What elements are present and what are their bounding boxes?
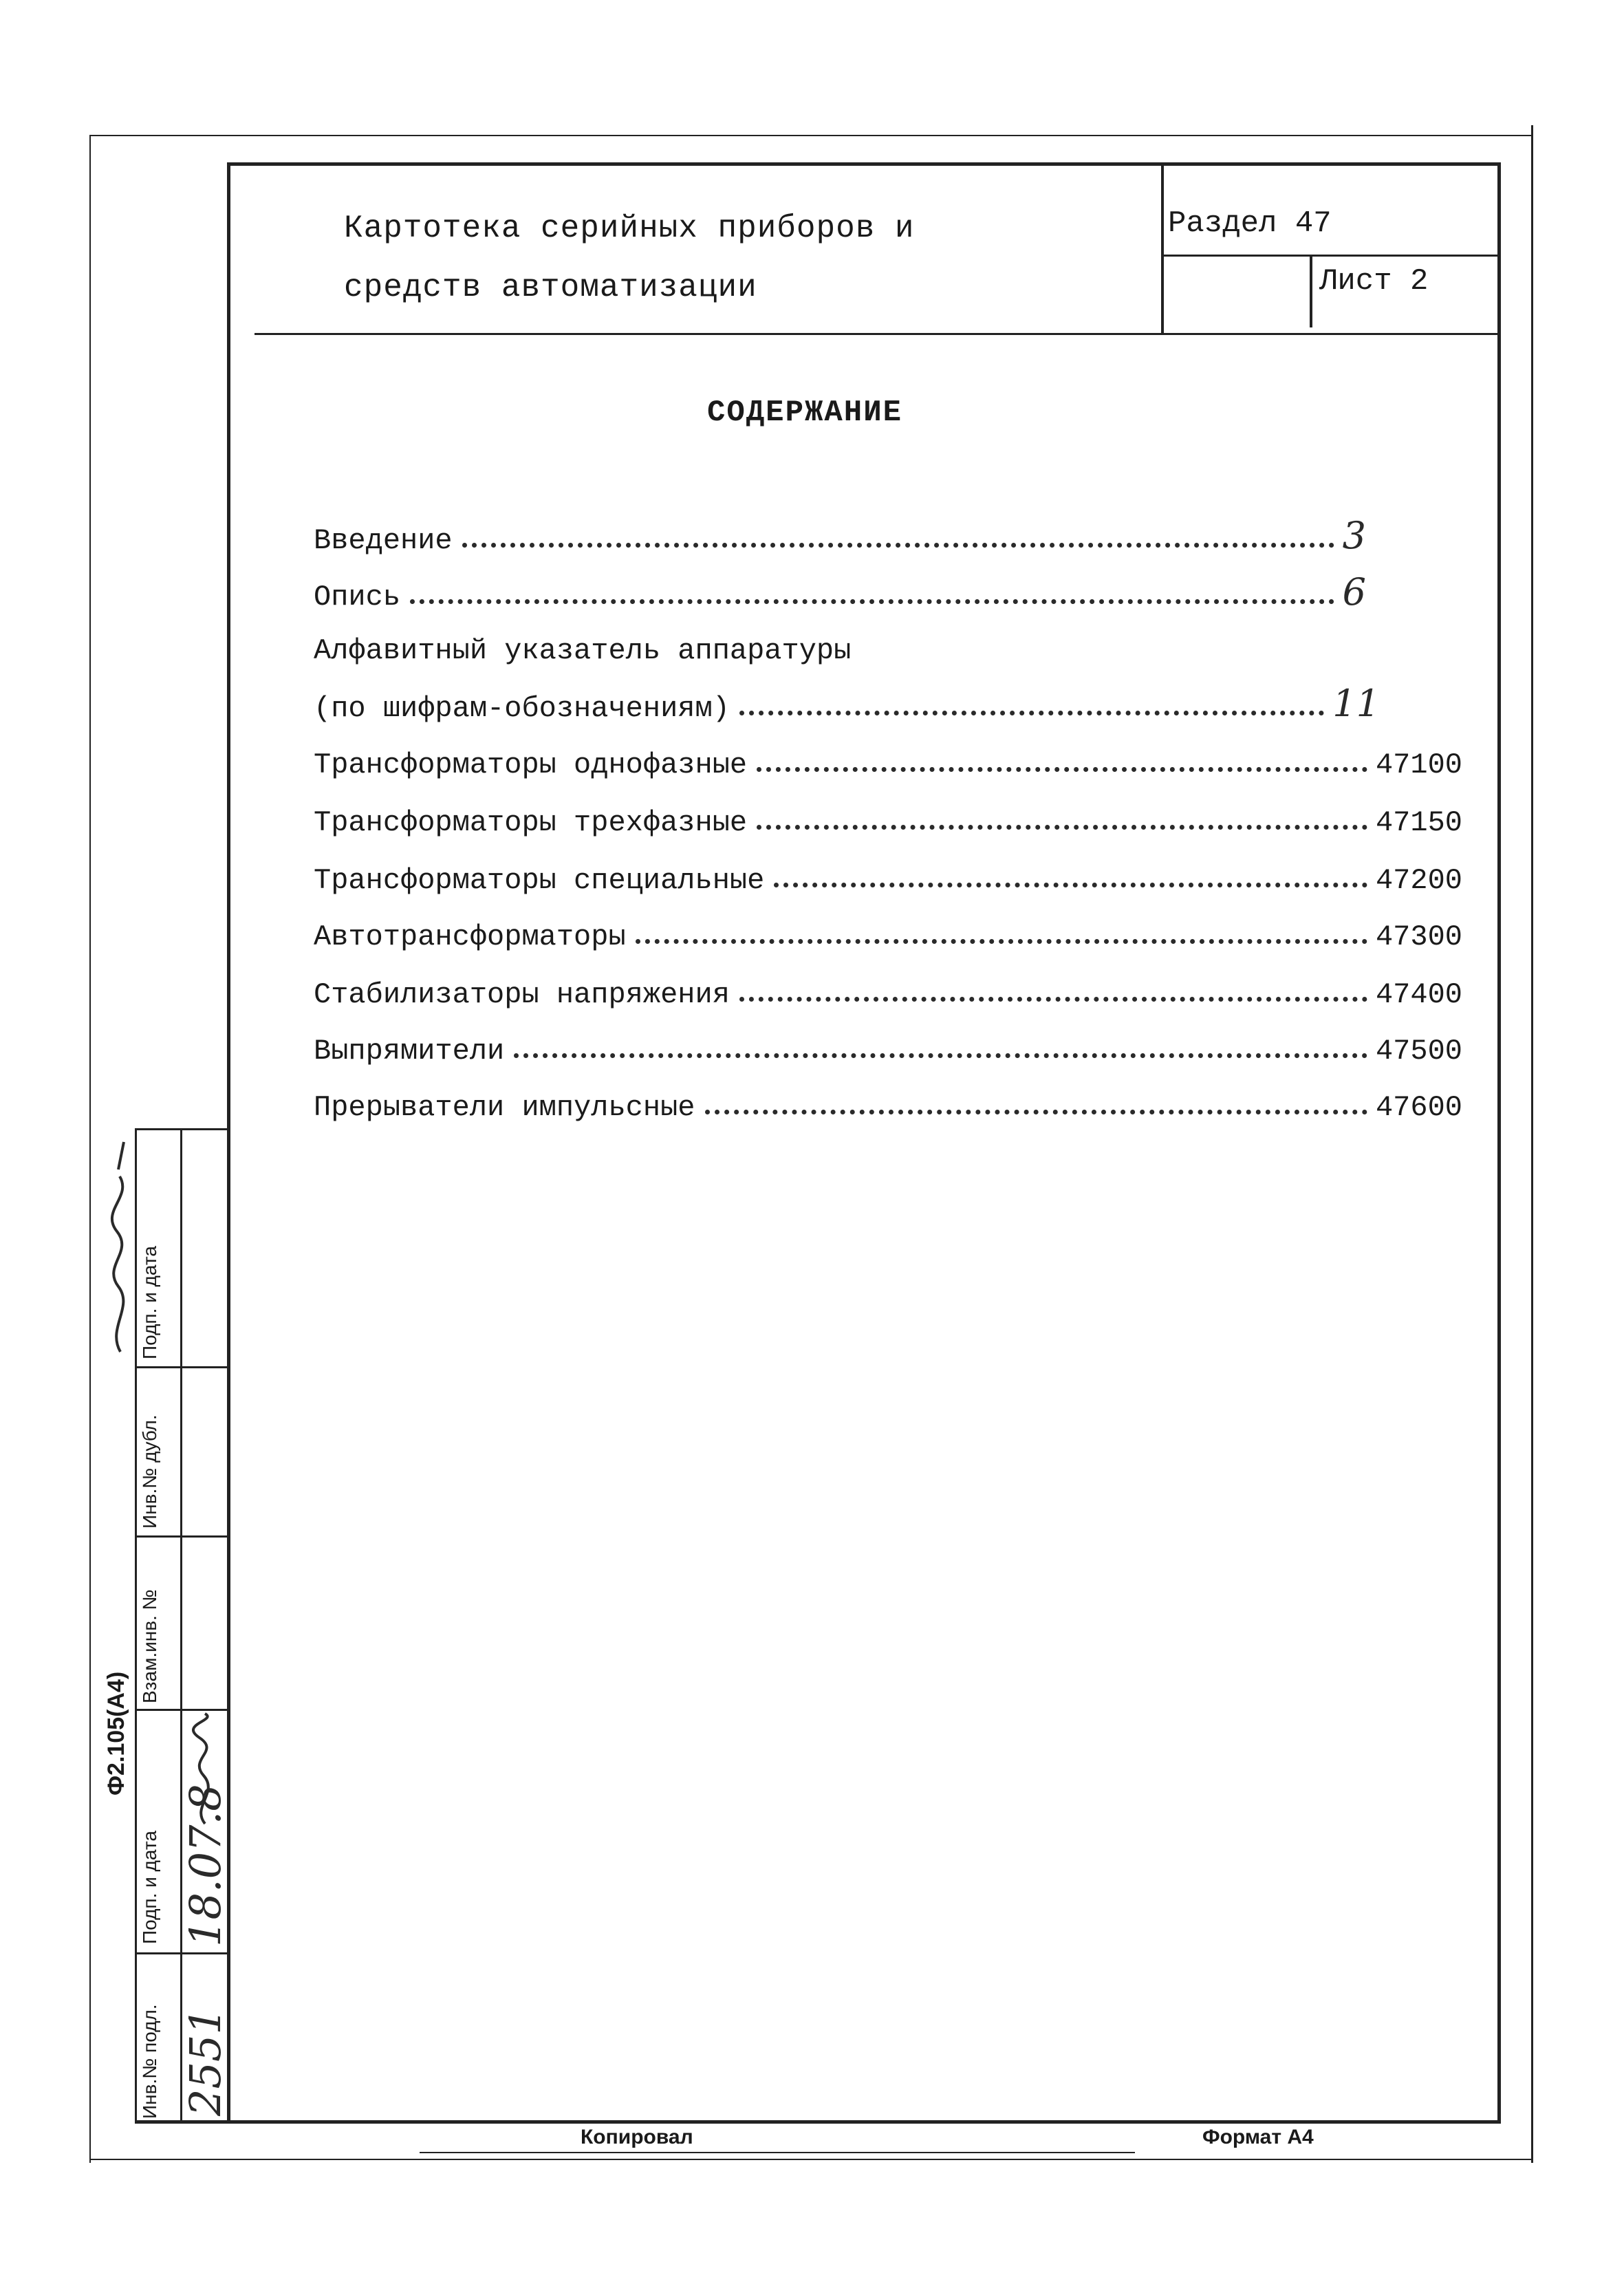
stamp-col-divider [180,1128,182,2123]
frame-right [1497,162,1501,2123]
toc-entry-title: Трансформаторы специальные [314,864,765,897]
stamp-signature-scribble-upper [103,1128,138,1355]
footer-copied-label: Копировал [581,2126,693,2148]
toc-entry-page: 47500 [1375,1035,1462,1068]
document-title-line-2: средств автоматизации [344,270,757,305]
stamp-signature-date: 18.07.8 [180,1784,230,1947]
toc-entry-title: Введение [314,524,453,557]
toc-entry-title: Стабилизаторы напряжения [314,978,730,1011]
stamp-form-code: Ф2.105(А4) [103,1671,129,1796]
title-block-sheet-divider [1310,255,1312,327]
toc-entry [314,740,1462,781]
toc-entry-title: Прерыватели импульсные [314,1091,695,1124]
stamp-rule-1 [135,1366,230,1368]
toc-entry [314,798,1462,839]
outer-border-left [89,135,91,2163]
toc-leader-dots [739,710,1324,715]
stamp-signature-scribble [184,1710,230,1827]
stamp-top-rule [135,1128,230,1130]
footer-left-rule [420,2152,1135,2153]
toc-leader-dots [514,1053,1367,1058]
toc-entry-page: 47200 [1375,864,1462,897]
toc-leader-dots [636,938,1367,944]
toc-leader-dots [410,599,1334,604]
toc-entry-title: Алфавитный указатель аппаратуры [314,634,852,667]
toc-entry-page: 47100 [1375,748,1462,781]
outer-border-top [89,135,1531,136]
toc-entry [314,572,1462,614]
toc-entry [314,912,1462,953]
toc-leader-dots [774,882,1367,887]
toc-entry [314,1026,1462,1068]
toc-entry-title: Выпрямители [314,1035,505,1068]
toc-entry-page: 47600 [1375,1091,1462,1124]
stamp-rule-2 [135,1535,230,1538]
toc-entry-page: 6 [1342,570,1366,614]
frame-bottom [135,2120,1501,2124]
section-number: Раздел 47 [1168,206,1332,241]
toc-entry-title: Автотрансформаторы [314,920,626,953]
toc-leader-dots [739,996,1367,1002]
toc-leader-dots [757,824,1367,830]
frame-top [227,162,1501,166]
toc-entry [314,626,1462,667]
title-block-divider [1161,162,1164,334]
stamp-label-replace-inv: Взам.инв. № [139,1589,160,1703]
toc-entry-title: Опись [314,581,401,614]
toc-entry [314,856,1462,897]
toc-entry [314,516,1462,557]
toc-entry-title: (по шифрам-обозначениям) [314,692,730,725]
contents-heading: СОДЕРЖАНИЕ [706,396,903,430]
stamp-rule-4 [135,1952,230,1954]
toc-entry [314,1083,1462,1124]
toc-leader-dots [462,542,1334,548]
footer-rule [89,2159,1531,2160]
toc-entry-title: Трансформаторы однофазные [314,748,748,781]
stamp-inventory-number: 2551 [180,2007,230,2116]
toc-entry-page: 11 [1332,682,1380,725]
sheet-number: Лист 2 [1319,264,1429,299]
outer-border-right [1531,125,1533,2163]
stamp-label-inv-dup: Инв.№ дубл. [139,1414,160,1529]
toc-entry-title: Трансформаторы трехфазные [314,806,748,839]
title-block-bottom [255,333,1501,335]
stamp-label-sign-date-2: Подп. и дата [139,1246,160,1359]
document-title-line-1: Картотека серийных приборов и [344,211,915,246]
toc-entry [314,684,1462,725]
title-block-section-divider [1162,255,1500,257]
stamp-label-inv-orig: Инв.№ подл. [139,2004,160,2119]
toc-entry-page: 47400 [1375,978,1462,1011]
toc-leader-dots [705,1109,1367,1114]
footer-format-label: Формат А4 [1202,2126,1314,2148]
toc-leader-dots [757,766,1367,772]
toc-entry-page: 3 [1342,514,1366,557]
toc-entry-page: 47150 [1375,806,1462,839]
toc-entry [314,970,1462,1011]
stamp-label-sign-date-1: Подп. и дата [139,1831,160,1944]
toc-entry-page: 47300 [1375,920,1462,953]
